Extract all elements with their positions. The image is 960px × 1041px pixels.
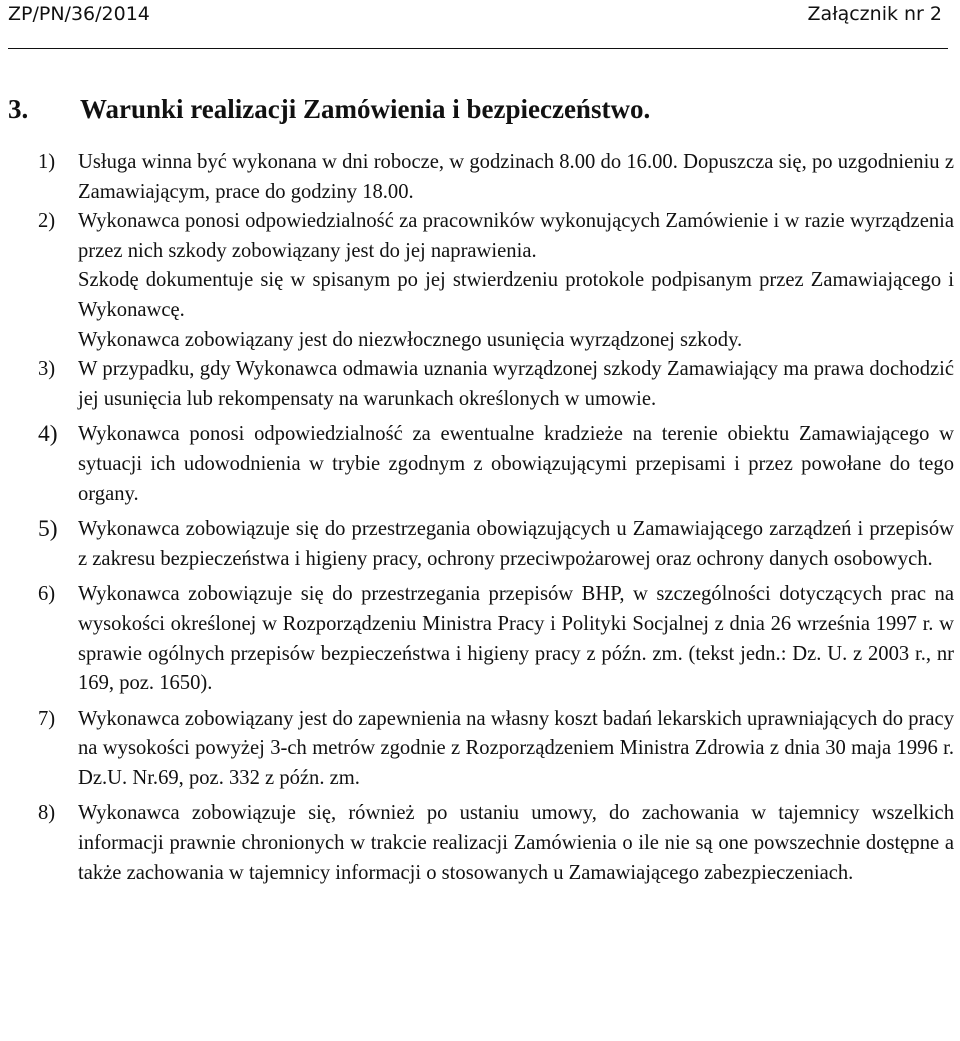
attachment-label: Załącznik nr 2 [807,3,942,25]
document-reference: ZP/PN/36/2014 [8,3,150,25]
list-item-number: 2) [38,210,56,233]
header-divider [8,48,948,49]
section-heading [8,94,650,125]
list-item-number: 1) [38,151,56,173]
list-item-text: Szkodę dokumentuje się w spisanym po jej stwierdzeniu protokole podpisanym przez Zamawiającego i Wykonawcę. [78,269,954,321]
section-title: Warunki realizacji Zamówienia i bezpieczeństwo. [80,94,651,124]
list-item-text: W przypadku, gdy Wykonawca odmawia uznania wyrządzonej szkody Zamawiający ma prawa dochodzić jej usunięcia lub rekompensaty na warunkach określonych w umowie. [78,358,954,410]
list-item-text: Wykonawca zobowiązany jest do niezwłocznego usunięcia wyrządzonej szkody. [78,328,743,351]
list-item-number: 5) [38,516,58,543]
list-item-text: Wykonawca zobowiązany jest do zapewnienia na własny koszt badań lekarskich uprawniających do pracy na wysokości powyżej 3-ch metrów zgodnie z Rozporządzeniem Ministra Zdrowia z dnia 30 maja 1996 r. Dz.U. Nr.69, poz. 332 z późn. zm. [78,707,954,789]
page-header [8,0,952,36]
list-item-number: 3) [38,358,56,381]
list-item [0,705,960,794]
conditions-list [0,148,960,888]
list-item-text: Wykonawca zobowiązuje się do przestrzegania przepisów BHP, w szczególności dotyczących prac na wysokości określonej w Rozporządzeniu Ministra Pracy i Polityki Socjalnej z dnia 26 września 1997 r. w sprawie ogólnych przepisów bezpieczeństwa i higieny pracy z późn. zm. (tekst jedn.: Dz. U. z 2003 r., nr 169, poz. 1650). [78,583,954,695]
list-item [0,207,960,355]
list-item-text: Usługa winna być wykonana w dni robocze, w godzinach 8.00 do 16.00. Dopuszcza się, po uzgodnieniu z Zamawiającym, prace do godziny 18.00. [78,151,954,203]
list-item-text: Wykonawca ponosi odpowiedzialność za pracowników wykonujących Zamówienie i w razie wyrządzenia przez nich szkody zobowiązany jest do jej naprawienia. [78,210,954,262]
list-item-number: 6) [38,583,56,606]
list-item [0,799,960,888]
list-item-text: Wykonawca zobowiązuje się, również po ustaniu umowy, do zachowania w tajemnicy wszelkich informacji prawnie chronionych w trakcie realizacji Zamówienia o ile nie są one powszechnie dostępne a także zachowania w tajemnicy informacji o stosowanych u Zamawiającego zabezpieczeniach. [78,802,954,884]
list-item [0,580,960,698]
list-item [0,355,960,414]
list-item [0,515,960,574]
list-item-number: 4) [38,421,58,448]
list-item [0,420,960,509]
list-item-text: Wykonawca ponosi odpowiedzialność za ewentualne kradzieże na terenie obiektu Zamawiającego w sytuacji ich udowodnienia w trybie zgodnym z obowiązującymi przepisami i przez powołane do tego organy. [78,423,954,505]
list-item-text: Wykonawca zobowiązuje się do przestrzegania obowiązujących u Zamawiającego zarządzeń i przepisów z zakresu bezpieczeństwa i higieny pracy, ochrony przeciwpożarowej oraz ochrony danych osobowych. [78,518,954,570]
list-item-number: 8) [38,802,56,825]
list-item-number: 7) [38,707,56,730]
section-number: 3. [8,94,29,124]
list-item [0,148,960,207]
